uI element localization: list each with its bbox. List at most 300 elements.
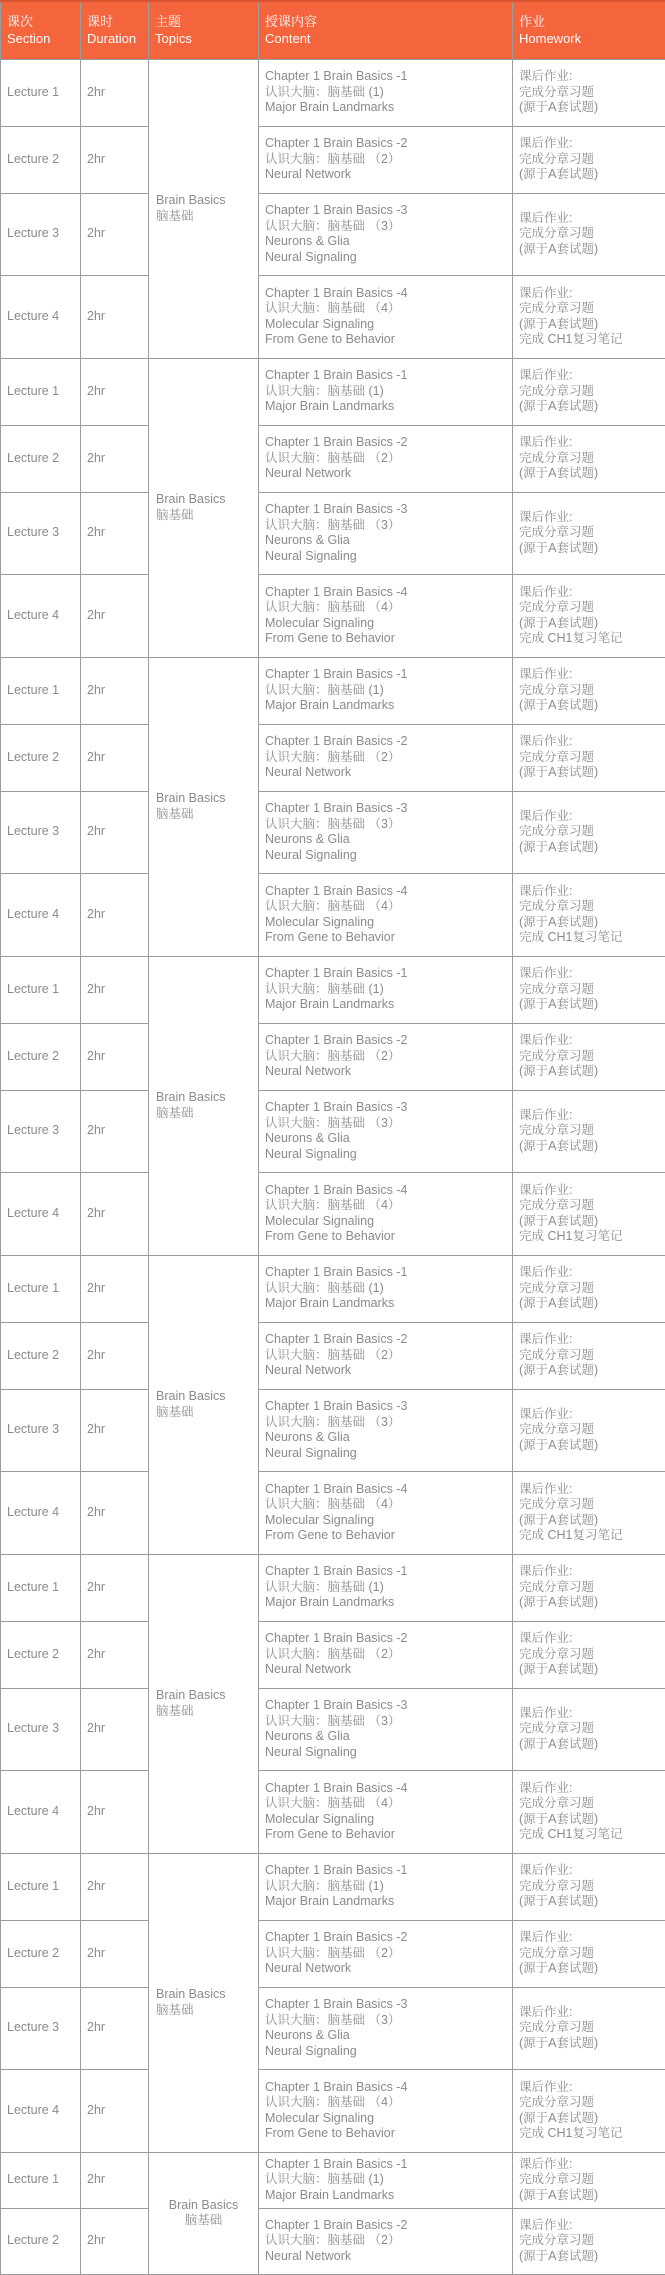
lecture-row [1,2152,665,2208]
topic-zh: 脑基础 [156,1106,254,1122]
content-cell [259,425,513,492]
content-cell-line: From Gene to Behavior [265,631,508,647]
content-cell-line: Chapter 1 Brain Basics -1 [265,2157,508,2173]
homework-cell-line: (源于A套试题) [519,1812,661,1828]
homework-cell [513,1770,665,1853]
duration-cell: 2hr [81,1023,149,1090]
homework-cell-line: 课后作业: [519,1407,661,1423]
homework-cell-line: 课后作业: [519,1863,661,1879]
homework-cell-line: 课后作业: [519,1108,661,1124]
topic-en: Brain Basics [156,193,254,209]
homework-cell-line: 完成分章习题 [519,683,661,699]
content-cell-line: 认识大脑：脑基础 （4） [265,600,508,616]
homework-cell-line: 课后作业: [519,2157,661,2173]
content-cell [259,1770,513,1853]
topic-cell [149,59,259,358]
topic-zh: 脑基础 [151,2213,256,2229]
content-cell-line: Chapter 1 Brain Basics -3 [265,502,508,518]
content-cell [259,724,513,791]
content-cell-line: 认识大脑：脑基础 （3） [265,2013,508,2029]
content-cell-line: Chapter 1 Brain Basics -3 [265,1997,508,2013]
homework-cell-line: 完成 CH1复习笔记 [519,2126,661,2142]
content-cell-line: 认识大脑：脑基础 （2） [265,1348,508,1364]
topic-zh: 脑基础 [156,2003,254,2019]
homework-cell-line: (源于A套试题) [519,1064,661,1080]
content-cell-line: From Gene to Behavior [265,332,508,348]
homework-cell-line: (源于A套试题) [519,1438,661,1454]
content-cell-line: Chapter 1 Brain Basics -1 [265,1265,508,1281]
lecture-row [1,724,665,791]
homework-cell [513,1172,665,1255]
content-cell-line: Molecular Signaling [265,1513,508,1529]
homework-cell-line: 完成 CH1复习笔记 [519,930,661,946]
homework-cell-line: 完成分章习题 [519,2020,661,2036]
lecture-row [1,1322,665,1389]
content-cell-line: Neural Signaling [265,549,508,565]
homework-cell-line: (源于A套试题) [519,242,661,258]
content-cell-line: Chapter 1 Brain Basics -3 [265,1399,508,1415]
section-cell: Lecture 3 [1,1090,81,1172]
homework-cell-line: 课后作业: [519,1631,661,1647]
content-cell-line: Chapter 1 Brain Basics -4 [265,1183,508,1199]
content-cell [259,791,513,873]
homework-cell-line: (源于A套试题) [519,1363,661,1379]
lecture-row [1,1090,665,1172]
content-cell-line: Major Brain Landmarks [265,997,508,1013]
homework-cell-line: 课后作业: [519,510,661,526]
content-cell [259,2069,513,2152]
homework-cell [513,126,665,193]
homework-cell [513,425,665,492]
content-cell-line: 认识大脑：脑基础 （2） [265,152,508,168]
content-cell-line: Molecular Signaling [265,317,508,333]
content-cell [259,358,513,425]
homework-cell-line: 课后作业: [519,1706,661,1722]
lecture-row [1,126,665,193]
homework-cell-line: 完成分章习题 [519,1123,661,1139]
homework-cell-line: 完成分章习题 [519,2233,661,2249]
content-cell-line: Chapter 1 Brain Basics -1 [265,69,508,85]
content-cell [259,873,513,956]
content-cell-line: Chapter 1 Brain Basics -2 [265,2218,508,2234]
homework-cell-line: 完成 CH1复习笔记 [519,332,661,348]
content-cell-line: Major Brain Landmarks [265,399,508,415]
content-cell-line: Neural Network [265,1662,508,1678]
homework-cell-line: 课后作业: [519,667,661,683]
homework-cell-line: (源于A套试题) [519,765,661,781]
duration-cell: 2hr [81,492,149,574]
lecture-row [1,1172,665,1255]
lecture-row [1,59,665,126]
homework-cell-line: 课后作业: [519,69,661,85]
duration-cell: 2hr [81,2152,149,2208]
homework-cell [513,2069,665,2152]
homework-cell-line: 完成分章习题 [519,451,661,467]
topic-zh: 脑基础 [156,807,254,823]
homework-cell-line: 课后作业: [519,585,661,601]
content-cell-line: 认识大脑：脑基础 (1) [265,1281,508,1297]
section-cell: Lecture 4 [1,1770,81,1853]
header-content-en: Content [265,30,506,47]
content-cell [259,1322,513,1389]
topic-en: Brain Basics [151,2198,256,2214]
content-cell-line: Neural Signaling [265,848,508,864]
homework-cell [513,574,665,657]
duration-cell: 2hr [81,1621,149,1688]
homework-cell-line: 完成分章习题 [519,85,661,101]
section-cell: Lecture 3 [1,791,81,873]
section-cell: Lecture 1 [1,657,81,724]
content-cell-line: Neurons & Glia [265,533,508,549]
homework-cell-line: (源于A套试题) [519,1595,661,1611]
content-cell-line: Neurons & Glia [265,234,508,250]
content-cell-line: Major Brain Landmarks [265,2188,508,2204]
duration-cell: 2hr [81,956,149,1023]
content-cell-line: Major Brain Landmarks [265,1894,508,1910]
duration-cell: 2hr [81,657,149,724]
homework-cell-line: (源于A套试题) [519,1139,661,1155]
homework-cell-line: 完成分章习题 [519,1198,661,1214]
section-cell: Lecture 4 [1,1471,81,1554]
homework-cell-line: 完成分章习题 [519,2095,661,2111]
section-cell: Lecture 1 [1,1554,81,1621]
content-cell [259,956,513,1023]
duration-cell: 2hr [81,1389,149,1471]
content-cell-line: From Gene to Behavior [265,1528,508,1544]
header-cell-topics [149,1,259,59]
homework-cell-line: 课后作业: [519,368,661,384]
homework-cell-line: 课后作业: [519,1033,661,1049]
section-cell: Lecture 1 [1,59,81,126]
homework-cell-line: (源于A套试题) [519,1961,661,1977]
content-cell-line: Neurons & Glia [265,832,508,848]
content-cell-line: Neural Signaling [265,1446,508,1462]
content-cell-line: 认识大脑：脑基础 (1) [265,2172,508,2188]
content-cell-line: 认识大脑：脑基础 （4） [265,1198,508,1214]
content-cell-line: Molecular Signaling [265,1812,508,1828]
homework-cell-line: 完成分章习题 [519,226,661,242]
content-cell [259,2208,513,2274]
content-cell-line: Neurons & Glia [265,1430,508,1446]
homework-cell-line: 课后作业: [519,1332,661,1348]
content-cell-line: 认识大脑：脑基础 （3） [265,1415,508,1431]
content-cell-line: 认识大脑：脑基础 (1) [265,982,508,998]
content-cell-line: Chapter 1 Brain Basics -4 [265,1482,508,1498]
content-cell-line: Neural Network [265,1961,508,1977]
content-cell-line: 认识大脑：脑基础 （2） [265,2233,508,2249]
homework-cell-line: (源于A套试题) [519,2249,661,2265]
content-cell-line: Neural Network [265,2249,508,2265]
content-cell-line: Chapter 1 Brain Basics -2 [265,1033,508,1049]
content-cell [259,1621,513,1688]
content-cell-line: 认识大脑：脑基础 （3） [265,1116,508,1132]
content-cell [259,193,513,275]
duration-cell: 2hr [81,2208,149,2274]
homework-cell [513,1554,665,1621]
lecture-row [1,425,665,492]
content-cell-line: Neurons & Glia [265,1131,508,1147]
content-cell-line: 认识大脑：脑基础 (1) [265,1580,508,1596]
content-cell-line: Major Brain Landmarks [265,698,508,714]
lecture-row [1,1688,665,1770]
homework-cell-line: 完成分章习题 [519,1946,661,1962]
content-cell-line: Chapter 1 Brain Basics -2 [265,1930,508,1946]
lecture-row [1,956,665,1023]
content-cell-line: Neural Signaling [265,2044,508,2060]
content-cell-line: 认识大脑：脑基础 (1) [265,683,508,699]
duration-cell: 2hr [81,873,149,956]
duration-cell: 2hr [81,2069,149,2152]
content-cell-line: Chapter 1 Brain Basics -3 [265,203,508,219]
homework-cell-line: 课后作业: [519,1930,661,1946]
section-cell: Lecture 4 [1,574,81,657]
homework-cell-line: 完成分章习题 [519,1647,661,1663]
content-cell-line: 认识大脑：脑基础 （2） [265,1647,508,1663]
content-cell-line: Chapter 1 Brain Basics -1 [265,966,508,982]
content-cell [259,1920,513,1987]
homework-cell-line: (源于A套试题) [519,997,661,1013]
content-cell [259,59,513,126]
content-cell-line: 认识大脑：脑基础 （2） [265,1946,508,1962]
content-cell-line: Molecular Signaling [265,1214,508,1230]
homework-cell [513,2208,665,2274]
content-cell-line: Chapter 1 Brain Basics -4 [265,585,508,601]
header-cell-content [259,1,513,59]
duration-cell: 2hr [81,1853,149,1920]
lecture-row [1,574,665,657]
topic-zh: 脑基础 [156,508,254,524]
homework-cell-line: 课后作业: [519,2005,661,2021]
content-cell-line: 认识大脑：脑基础 （3） [265,1714,508,1730]
lecture-row [1,1920,665,1987]
content-cell [259,657,513,724]
duration-cell: 2hr [81,193,149,275]
topic-en: Brain Basics [156,1688,254,1704]
lecture-row [1,1853,665,1920]
content-cell-line: Chapter 1 Brain Basics -2 [265,435,508,451]
homework-cell [513,1688,665,1770]
section-cell: Lecture 3 [1,1389,81,1471]
content-cell-line: Chapter 1 Brain Basics -1 [265,1564,508,1580]
homework-cell-line: 完成分章习题 [519,384,661,400]
section-cell: Lecture 2 [1,1920,81,1987]
homework-cell-line: 课后作业: [519,136,661,152]
content-cell-line: Chapter 1 Brain Basics -3 [265,801,508,817]
homework-cell-line: 课后作业: [519,1564,661,1580]
section-cell: Lecture 3 [1,1688,81,1770]
content-cell-line: 认识大脑：脑基础 （3） [265,219,508,235]
content-cell [259,1853,513,1920]
homework-cell [513,1389,665,1471]
homework-cell-line: 完成分章习题 [519,899,661,915]
content-cell-line: Neural Network [265,1064,508,1080]
lecture-row [1,1389,665,1471]
content-cell-line: 认识大脑：脑基础 （4） [265,2095,508,2111]
content-cell-line: 认识大脑：脑基础 （4） [265,899,508,915]
content-cell-line: 认识大脑：脑基础 （2） [265,451,508,467]
homework-cell [513,724,665,791]
homework-cell-line: 完成分章习题 [519,525,661,541]
duration-cell: 2hr [81,425,149,492]
content-cell-line: Chapter 1 Brain Basics -2 [265,136,508,152]
content-cell [259,1987,513,2069]
duration-cell: 2hr [81,1255,149,1322]
homework-cell-line: 课后作业: [519,734,661,750]
lecture-row [1,1987,665,2069]
homework-cell-line: 课后作业: [519,211,661,227]
section-cell: Lecture 4 [1,275,81,358]
content-cell [259,492,513,574]
topic-en: Brain Basics [156,791,254,807]
homework-cell-line: 课后作业: [519,809,661,825]
duration-cell: 2hr [81,1920,149,1987]
content-cell [259,1023,513,1090]
homework-cell-line: (源于A套试题) [519,466,661,482]
content-cell-line: Chapter 1 Brain Basics -2 [265,734,508,750]
header-duration-zh: 课时 [87,13,142,30]
homework-cell-line: 完成分章习题 [519,1796,661,1812]
section-cell: Lecture 2 [1,724,81,791]
content-cell [259,2152,513,2208]
content-cell-line: Chapter 1 Brain Basics -3 [265,1100,508,1116]
homework-cell-line: 完成 CH1复习笔记 [519,1229,661,1245]
content-cell-line: 认识大脑：脑基础 （3） [265,817,508,833]
content-cell-line: Major Brain Landmarks [265,1595,508,1611]
homework-cell-line: 完成分章习题 [519,1422,661,1438]
duration-cell: 2hr [81,574,149,657]
homework-cell-line: 完成分章习题 [519,1721,661,1737]
content-cell-line: Chapter 1 Brain Basics -1 [265,1863,508,1879]
homework-cell-line: (源于A套试题) [519,1214,661,1230]
content-cell-line: 认识大脑：脑基础 （4） [265,1497,508,1513]
homework-cell-line: (源于A套试题) [519,840,661,856]
content-cell-line: 认识大脑：脑基础 （4） [265,301,508,317]
homework-cell [513,358,665,425]
content-cell [259,574,513,657]
content-cell-line: Neural Signaling [265,1745,508,1761]
homework-cell-line: 课后作业: [519,286,661,302]
header-duration-en: Duration [87,30,142,47]
homework-cell-line: 完成分章习题 [519,1879,661,1895]
homework-cell-line: 完成分章习题 [519,1049,661,1065]
homework-cell-line: 完成分章习题 [519,600,661,616]
section-cell: Lecture 1 [1,956,81,1023]
duration-cell: 2hr [81,126,149,193]
homework-cell [513,59,665,126]
content-cell-line: 认识大脑：脑基础 (1) [265,384,508,400]
homework-cell-line: (源于A套试题) [519,698,661,714]
duration-cell: 2hr [81,724,149,791]
homework-cell-line: 完成 CH1复习笔记 [519,1528,661,1544]
content-cell-line: From Gene to Behavior [265,2126,508,2142]
homework-cell-line: 课后作业: [519,435,661,451]
homework-cell-line: (源于A套试题) [519,317,661,333]
topic-cell [149,358,259,657]
homework-cell-line: 完成分章习题 [519,1497,661,1513]
content-cell [259,1172,513,1255]
homework-cell-line: 完成分章习题 [519,152,661,168]
lecture-row [1,275,665,358]
content-cell-line: 认识大脑：脑基础 (1) [265,85,508,101]
topic-en: Brain Basics [156,492,254,508]
content-cell-line: Chapter 1 Brain Basics -4 [265,1781,508,1797]
topic-cell [149,1554,259,1853]
topic-cell [149,2152,259,2274]
homework-cell [513,1322,665,1389]
homework-cell-line: 完成 CH1复习笔记 [519,1827,661,1843]
duration-cell: 2hr [81,1172,149,1255]
homework-cell [513,1471,665,1554]
content-cell-line: Chapter 1 Brain Basics -2 [265,1631,508,1647]
section-cell: Lecture 4 [1,1172,81,1255]
content-cell-line: Chapter 1 Brain Basics -4 [265,884,508,900]
homework-cell-line: 完成分章习题 [519,2172,661,2188]
content-cell [259,1389,513,1471]
duration-cell: 2hr [81,791,149,873]
homework-cell [513,1920,665,1987]
content-cell-line: Neurons & Glia [265,2028,508,2044]
content-cell-line: From Gene to Behavior [265,1229,508,1245]
homework-cell-line: (源于A套试题) [519,1894,661,1910]
duration-cell: 2hr [81,1688,149,1770]
duration-cell: 2hr [81,1090,149,1172]
content-cell-line: Neural Network [265,466,508,482]
topic-zh: 脑基础 [156,1704,254,1720]
section-cell: Lecture 1 [1,358,81,425]
content-cell-line: Chapter 1 Brain Basics -1 [265,368,508,384]
topic-en: Brain Basics [156,1090,254,1106]
content-cell-line: Molecular Signaling [265,915,508,931]
homework-cell [513,791,665,873]
homework-cell [513,956,665,1023]
content-cell-line: 认识大脑：脑基础 （2） [265,1049,508,1065]
lecture-row [1,2069,665,2152]
homework-cell-line: 课后作业: [519,1265,661,1281]
topic-cell [149,1255,259,1554]
content-cell [259,1255,513,1322]
content-cell-line: Molecular Signaling [265,616,508,632]
content-cell [259,1471,513,1554]
content-cell-line: Neural Signaling [265,250,508,266]
schedule-body [1,59,665,2274]
section-cell: Lecture 3 [1,193,81,275]
homework-cell [513,1090,665,1172]
homework-cell-line: 课后作业: [519,1482,661,1498]
homework-cell-line: 完成分章习题 [519,1281,661,1297]
content-cell [259,126,513,193]
duration-cell: 2hr [81,275,149,358]
duration-cell: 2hr [81,1322,149,1389]
section-cell: Lecture 1 [1,1255,81,1322]
header-cell-duration [81,1,149,59]
section-cell: Lecture 3 [1,1987,81,2069]
homework-cell-line: 完成分章习题 [519,301,661,317]
section-cell: Lecture 1 [1,1853,81,1920]
homework-cell-line: 课后作业: [519,884,661,900]
homework-cell-line: (源于A套试题) [519,2036,661,2052]
header-content-zh: 授课内容 [265,13,506,30]
header-section-zh: 课次 [7,13,74,30]
topic-cell [149,956,259,1255]
content-cell-line: Chapter 1 Brain Basics -2 [265,1332,508,1348]
section-cell: Lecture 2 [1,1023,81,1090]
duration-cell: 2hr [81,59,149,126]
content-cell [259,1554,513,1621]
content-cell-line: From Gene to Behavior [265,930,508,946]
content-cell-line: Chapter 1 Brain Basics -4 [265,2080,508,2096]
header-topics-zh: 主题 [155,13,252,30]
header-cell-section [1,1,81,59]
